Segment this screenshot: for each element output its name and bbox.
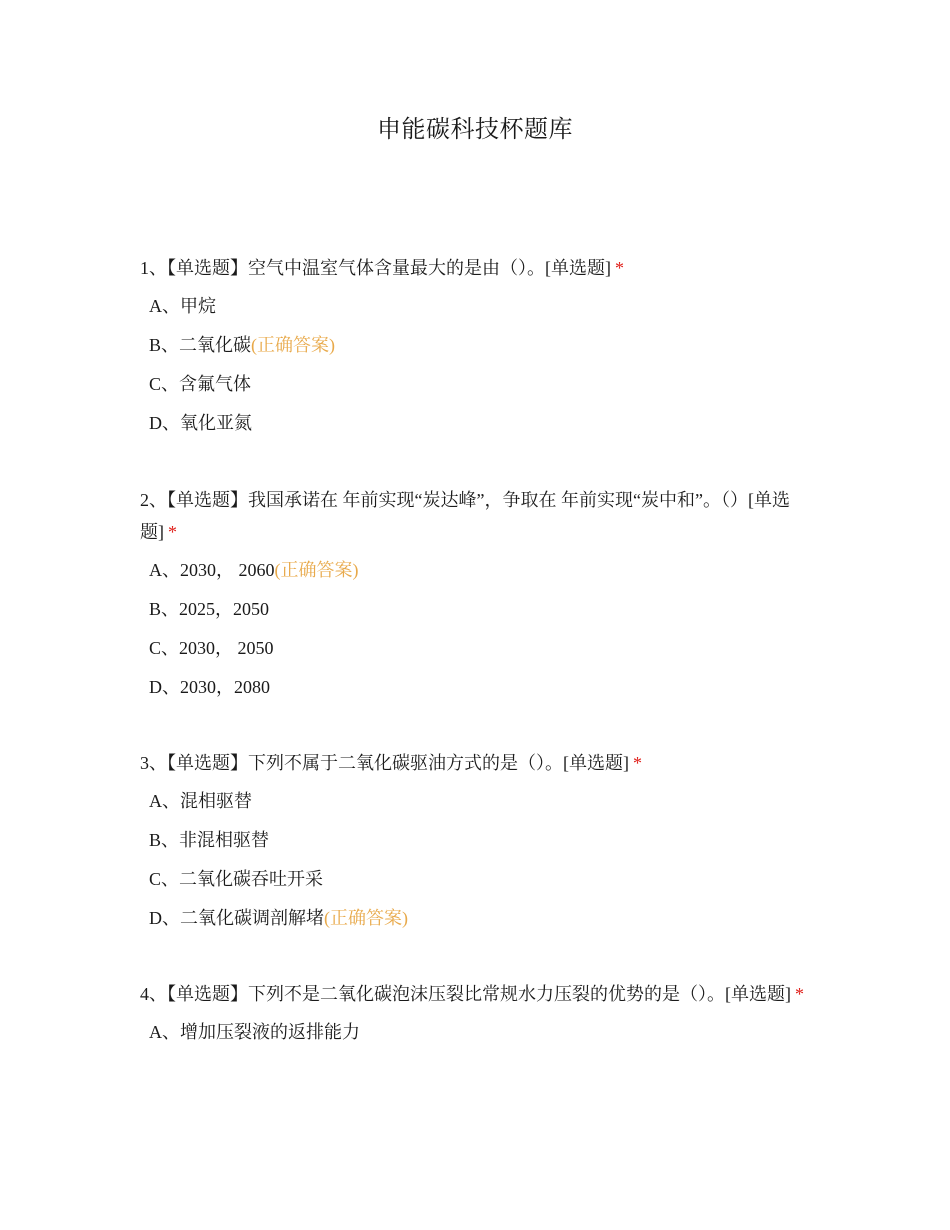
option-text: C、2030， 2050 — [149, 638, 274, 658]
page-title: 申能碳科技杯题库 — [377, 117, 573, 143]
required-asterisk: * — [633, 753, 642, 773]
option-a — [149, 1020, 805, 1059]
option-text: D、2030，2080 — [149, 677, 270, 697]
option-text: A、2030， 2060 — [149, 560, 275, 580]
correct-answer-tag: (正确答案) — [324, 908, 408, 928]
option-d — [149, 906, 805, 945]
required-asterisk: * — [795, 984, 804, 1004]
option-b — [149, 828, 805, 867]
correct-answer-tag: (正确答案) — [251, 335, 336, 355]
option-b — [149, 333, 805, 372]
question-number: 4、 — [140, 984, 167, 1004]
option-text: C、二氧化碳吞吐开采 — [149, 869, 324, 889]
option-text: D、二氧化碳调剖解堵 — [149, 908, 324, 928]
question-stem — [140, 484, 805, 548]
option-a — [149, 558, 805, 597]
question-number: 1、 — [140, 258, 167, 278]
question-stem — [140, 252, 805, 284]
option-text: C、含氟气体 — [149, 374, 252, 394]
question-stem — [140, 978, 805, 1010]
option-text: B、二氧化碳 — [149, 335, 252, 355]
question-text: 【单选题】空气中温室气体含量最大的是由（）。[单选题] — [167, 258, 611, 278]
option-text: A、增加压裂液的返排能力 — [149, 1022, 360, 1042]
option-b — [149, 597, 805, 636]
option-text: A、甲烷 — [149, 296, 216, 316]
option-text: B、2025，2050 — [149, 599, 270, 619]
question-text: 【单选题】下列不是二氧化碳泡沫压裂比常规水力压裂的优势的是（）。[单选题] — [167, 984, 791, 1004]
required-asterisk: * — [615, 258, 624, 278]
option-a — [149, 294, 805, 333]
option-c — [149, 636, 805, 675]
option-text: A、混相驱替 — [149, 791, 252, 811]
correct-answer-tag: (正确答案) — [274, 560, 359, 580]
option-text: B、非混相驱替 — [149, 830, 270, 850]
option-a — [149, 789, 805, 828]
option-text: D、氧化亚氮 — [149, 413, 252, 433]
option-d — [149, 675, 805, 714]
question-stem — [140, 747, 805, 779]
question-text: 【单选题】我国承诺在 年前实现“炭达峰”，争取在 年前实现“炭中和”。（）[单选题] — [140, 490, 790, 542]
question-number: 3、 — [140, 753, 167, 773]
option-c — [149, 867, 805, 906]
option-d — [149, 411, 805, 450]
option-c — [149, 372, 805, 411]
question-number: 2、 — [140, 490, 167, 510]
required-asterisk: * — [168, 522, 177, 542]
question-1 — [140, 252, 805, 450]
question-text: 【单选题】下列不属于二氧化碳驱油方式的是（）。[单选题] — [167, 753, 629, 773]
question-2 — [140, 484, 805, 714]
question-4 — [140, 978, 805, 1059]
question-3 — [140, 747, 805, 945]
